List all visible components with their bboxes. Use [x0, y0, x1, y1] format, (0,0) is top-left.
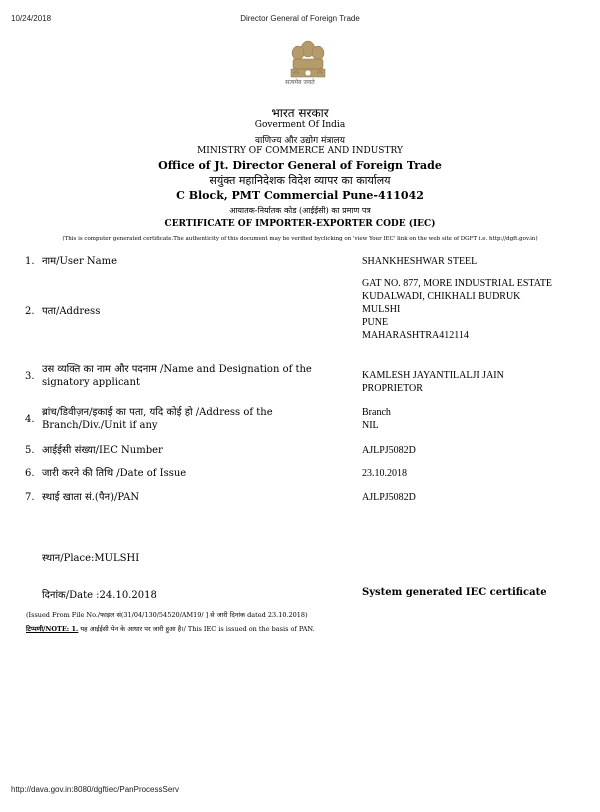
- user-name-label: नाम/User Name: [42, 256, 118, 267]
- address-line: MULSHI: [362, 304, 401, 315]
- ministry-hindi: वाणिज्य और उद्योग मंत्रालय: [254, 136, 345, 146]
- address-line: GAT NO. 877, MORE INDUSTRIAL ESTATE: [362, 278, 553, 289]
- address-value: [362, 277, 552, 342]
- print-title: Director General of Foreign Trade: [240, 14, 360, 23]
- issued-from-note: (Issued From File No./फाइल सं(31/04/130/54520/AM19/ ] से जारी दिनांक dated 23.10.2018): [26, 611, 308, 619]
- pan-label: स्थाई खाता सं.(पैन)/PAN: [42, 492, 140, 503]
- address-label: पता/Address: [42, 306, 101, 317]
- ministry-name: MINISTRY OF COMMERCE AND INDUSTRY: [197, 146, 403, 156]
- branch-type: Branch: [362, 407, 391, 418]
- signatory-label-line: signatory applicant: [42, 377, 140, 388]
- branch-value: [362, 406, 391, 432]
- iec-number-label: आईईसी संख्या/IEC Number: [42, 445, 163, 456]
- iec-number-value: AJLPJ5082D: [362, 445, 416, 456]
- emblem-motto: सत्यमेव जयते: [285, 79, 315, 86]
- address-line: PUNE: [362, 317, 389, 328]
- office-hindi: सयुंक्त महानिदेशक विदेश व्यापर का कार्यालय: [209, 174, 391, 187]
- issue-date-label: जारी करने की तिथि /Date of Issue: [42, 468, 187, 479]
- footer-url: http://dava.gov.in:8080/dgftiec/PanProcessServ: [11, 785, 179, 794]
- office-name: Office of Jt. Director General of Foreign Trade: [158, 159, 442, 172]
- row-number: 6.: [25, 468, 35, 479]
- row-number: 5.: [25, 445, 35, 456]
- row-number: 4.: [25, 414, 35, 425]
- issue-date-value: 23.10.2018: [362, 468, 407, 479]
- signatory-label: [42, 363, 312, 389]
- authenticity-note: (This is computer generated certificate.The authenticity of this document may be verified byclicking on 'view Your IEC' link on the web site of DGFT i.e. http://dgft.gov.in): [62, 236, 538, 242]
- row-number: 2.: [25, 306, 35, 317]
- signatory-designation: PROPRIETOR: [362, 383, 423, 394]
- row-number: 1.: [25, 256, 35, 267]
- certificate-title: CERTIFICATE OF IMPORTER-EXPORTER CODE (IEC): [164, 219, 436, 229]
- branch-label-line: ब्रांच/डिवीज़न/इकाई का पता, यदि कोई हो /Address of the: [42, 407, 273, 418]
- branch-label: [42, 406, 273, 432]
- address-line: MAHARASHTRA412114: [362, 330, 469, 341]
- pan-value: AJLPJ5082D: [362, 492, 416, 503]
- system-generated-note: System generated IEC certificate: [362, 587, 547, 598]
- certificate-date: दिनांक/Date :24.10.2018: [42, 590, 157, 601]
- row-number: 3.: [25, 371, 35, 382]
- signatory-value: [362, 369, 504, 395]
- remark: [26, 624, 315, 633]
- signatory-name: KAMLESH JAYANTILALJI JAIN: [362, 370, 504, 381]
- remark-label: टिप्पणी/NOTE: 1.: [26, 625, 79, 633]
- national-emblem-icon: [283, 35, 333, 103]
- address-line: KUDALWADI, CHIKHALI BUDRUK: [362, 291, 521, 302]
- row-number: 7.: [25, 492, 35, 503]
- place: स्थान/Place:MULSHI: [42, 553, 140, 564]
- remark-text: यह आईईसी पेन के आधार पर जारी हुआ है।/ This IEC is issued on the basis of PAN.: [78, 625, 315, 633]
- signatory-label-line: उस व्यक्ति का नाम और पदनाम /Name and Designation of the: [42, 364, 312, 375]
- govt-name: Goverment Of India: [254, 120, 346, 130]
- branch-label-line: Branch/Div./Unit if any: [42, 420, 158, 431]
- certificate-hindi: आयातक-निर्यातक कोड (आईईसी) का प्रमाण पत्र: [229, 206, 371, 215]
- govt-hindi: भारत सरकार: [271, 106, 329, 120]
- print-date: 10/24/2018: [11, 14, 52, 23]
- branch-address: NIL: [362, 420, 379, 431]
- office-address: C Block, PMT Commercial Pune-411042: [176, 189, 424, 202]
- user-name-value: SHANKHESHWAR STEEL: [362, 256, 478, 267]
